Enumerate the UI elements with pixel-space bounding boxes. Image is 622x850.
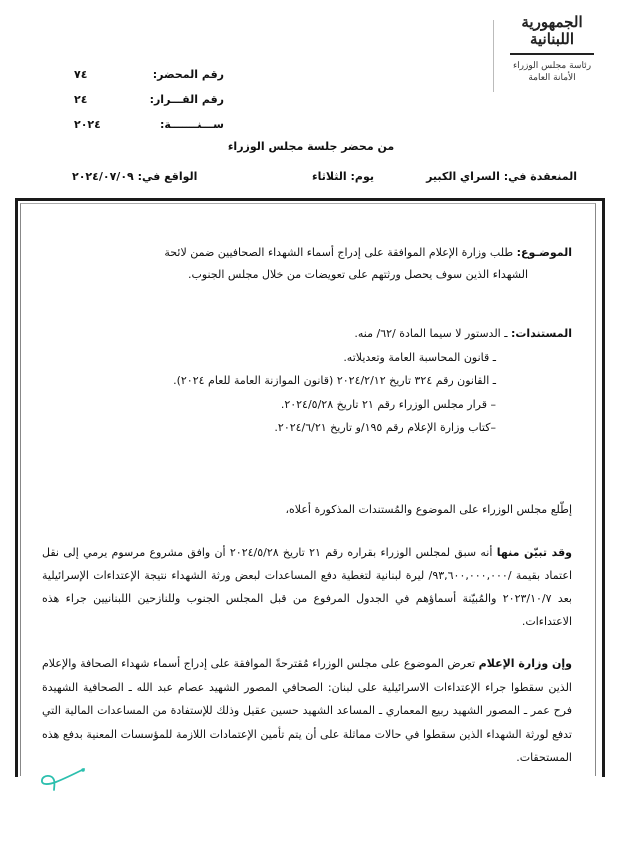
document-item: – قرار مجلس الوزراء رقم ٢١ تاريخ ٢٠٢٤/٥/٢٨.	[280, 397, 496, 411]
briefed-statement: إطّلع مجلس الوزراء على الموضوع والمُستندات المذكورة أعلاه،	[285, 503, 572, 516]
subject-line2: الشهداء الذين سوف يحصل ورثتهم على تعويضات من خلال مجلس الجنوب.	[188, 268, 528, 281]
year-value: ٢٠٢٤	[74, 118, 101, 131]
session-title: من محضر جلسة مجلس الوزراء	[227, 140, 395, 153]
session-day-value: الثلاثاء	[312, 170, 347, 183]
ministry-text: تعرض الموضوع على مجلس الوزراء مُقترحةً الموافقة على إدراج أسماء شهداء الصحافة والإعلام الذين سقطوا جراء الإعتداءات الاسرائيلية على لبنان: الصحافي المصور الشهيد عصام عبد الله ـ الصحافية الشهيدة فرح عمر ـ المصور الشهيد ربيع المعماري ـ المساعد الشهيد حسين عقيل وذلك للإستفادة من المساعدات المالية التي تدفع لورثة الشهداء الذين سقطوا في حالات مماثلة على أن يتم تأمين الإعتمادات اللازمة للمؤسسات المعنية بدفع هذه المستحقات.	[42, 657, 572, 764]
documents-list	[32, 322, 572, 440]
session-day	[312, 170, 374, 183]
finding-label: وقد تبيّن منها	[496, 546, 572, 559]
ministry-label: وإن وزارة الإعلام	[478, 657, 573, 670]
document-item: –كتاب وزارة الإعلام رقم ١٩٥/و تاريخ ٢٠٢٤/٦/٢١.	[274, 421, 496, 434]
subject-paragraph	[42, 242, 572, 286]
subject-line1: طلب وزارة الإعلام الموافقة على إدراج أسماء الشهداء الصحافيين ضمن لائحة	[164, 246, 514, 259]
letterhead-vertical-rule	[493, 20, 494, 92]
session-date-label: الواقع في:	[137, 170, 198, 183]
decision-number-value: ٢٤	[74, 93, 88, 106]
session-date	[72, 170, 197, 183]
session-location	[426, 170, 577, 183]
decision-number-row	[74, 87, 224, 112]
letterhead-republic-line2: اللبنانية	[529, 30, 575, 48]
documents-label: المستندات:	[510, 327, 572, 340]
minutes-number-value: ٧٤	[74, 68, 88, 81]
letterhead-republic-line1: الجمهورية	[521, 13, 583, 31]
session-location-value: السراي الكبير	[426, 170, 500, 183]
year-label: ســـنـــــــة:	[160, 118, 224, 131]
finding-text: أنه سبق لمجلس الوزراء بقراره رقم ٢١ تاريخ ٢٠٢٤/٥/٢٨ أن وافق مشروع مرسوم يرمي إلى نقل اعتماد بقيمة /٩٣,٦٠٠,٠٠٠,٠٠٠/ ليرة لبنانية لتغطية دفع المساعدات لبعض ورثة الشهداء نتيجة الإعتداءات الإسرائيلية بعد ٢٠٢٣/١٠/٧ والمُبيّنة أسماؤهم في الجدول المرفوع من قبل المجلس الجنوب وللنازحين اللبنانيين جراء هذه الاعتداءات.	[42, 546, 572, 628]
document-item: ـ القانون رقم ٣٢٤ تاريخ ٢٠٢٤/٢/١٢ (قانون الموازنة العامة للعام ٢٠٢٤).	[173, 374, 496, 387]
subject-label: الموضـوع:	[516, 246, 572, 259]
signature-initials	[38, 766, 88, 792]
year-row	[74, 112, 224, 137]
letterhead-divider	[510, 53, 594, 55]
finding-paragraph	[42, 541, 572, 633]
document-item: ـ قانون المحاسبة العامة وتعديلاته.	[343, 350, 496, 364]
session-location-label: المنعقدة في:	[503, 170, 577, 183]
minutes-number-row	[74, 62, 224, 87]
letterhead-department: الأمانة العامة	[528, 73, 576, 83]
ministry-paragraph	[42, 652, 572, 770]
session-day-label: يوم:	[350, 170, 374, 183]
document-item: ـ الدستور لا سيما المادة /٦٢/ منه.	[354, 327, 508, 340]
minutes-number-label: رقم المحضر:	[152, 68, 224, 81]
letterhead-office: رئاسة مجلس الوزراء	[512, 61, 592, 71]
session-date-value: ٢٠٢٤/٠٧/٠٩	[72, 170, 134, 183]
letterhead	[502, 14, 602, 84]
decision-number-label: رقم القـــرار:	[149, 93, 224, 106]
meta-block	[74, 62, 224, 137]
